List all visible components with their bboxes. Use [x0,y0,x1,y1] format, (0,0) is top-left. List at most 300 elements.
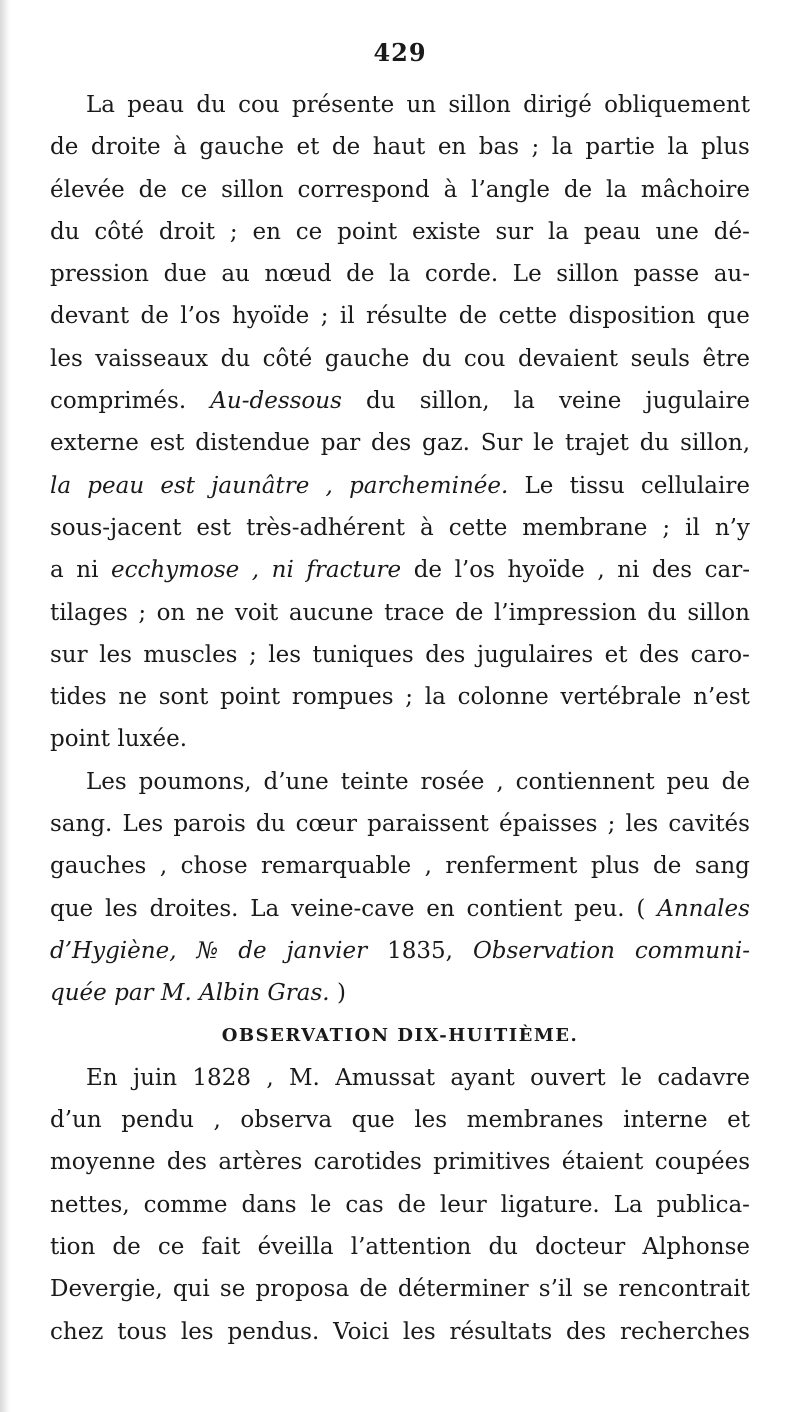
text-line [50,253,750,295]
text-line [50,1226,750,1268]
text-line [50,845,750,887]
word: communi- [634,937,750,964]
word: par [320,430,361,457]
word: docteur [535,1234,626,1261]
word: parcheminée. [349,472,509,499]
word: mâchoire [640,176,750,203]
word: , [159,853,168,880]
word: les [99,641,132,668]
word: épaisses [499,811,598,838]
page-edge-shadow [0,0,10,1412]
word: des [565,1318,607,1345]
word: de [458,303,488,330]
word: de [138,176,167,203]
word: trace [384,599,445,626]
word: la [513,388,535,415]
word: du [639,430,670,457]
word: ; [320,303,329,330]
word: pression [50,261,149,288]
word: paraissent [367,811,489,838]
word: de [346,261,375,288]
word: sillon, [680,430,750,457]
word: vertébrale [560,684,682,711]
word: , [325,472,333,499]
word: vaisseaux [95,345,209,372]
word: au- [713,261,750,288]
word: point [220,684,281,711]
word: est [196,514,232,541]
text-line [50,718,750,760]
word: , [496,768,504,795]
word: la [50,472,72,499]
word: , [213,1107,221,1134]
word: au [221,261,250,288]
text-line [50,422,750,464]
word: sous-jacent [50,514,182,541]
word: du [196,92,226,118]
word: les [625,811,659,838]
word: en [426,895,455,922]
word: membranes [466,1107,604,1134]
text-line [50,803,750,845]
word: chez [50,1318,104,1345]
text-line [50,1141,750,1183]
word: Les [86,768,127,795]
word: Le [512,261,542,288]
word: une [655,218,699,245]
word: tilages [50,599,128,626]
word: seuls [630,345,690,372]
word: janvier [286,937,368,964]
word: gauche [199,134,284,161]
word: point [50,726,110,753]
word: le [533,430,555,457]
word: la [547,218,570,245]
word: côté [262,345,313,372]
word: l’os [180,303,221,330]
body-text [50,84,750,1353]
text-line [50,634,750,676]
word: Les [122,811,164,838]
word: Voici [333,1318,390,1345]
word: membrane [522,514,648,541]
word: partie [585,134,656,161]
text-line [50,972,750,1014]
word: , [266,1064,274,1091]
word: tissu [569,472,625,499]
word: cavités [668,811,750,838]
word: remarquable [261,853,412,880]
word: veine [558,388,622,415]
word: à [173,134,187,161]
word: disposition [568,303,696,330]
word: aucune [288,599,374,626]
word: tous [117,1318,167,1345]
word: se [582,1276,609,1303]
word: côté [94,218,144,245]
word: comme [143,1191,228,1218]
word: caro- [690,641,750,668]
word: des [651,557,693,584]
word: être [702,345,750,372]
word: jaunâtre [211,472,310,499]
text-line [50,761,750,803]
word: de [112,1234,141,1261]
word: gauche [324,345,410,372]
word: de [359,1276,388,1303]
word: peau [583,218,641,245]
word: peau [127,92,185,118]
word: externe [50,430,139,457]
word: veine-cave [291,895,415,922]
word: de [397,1191,426,1218]
word: du [488,1234,518,1261]
word: existe [412,218,481,245]
word: comprimés. [50,388,187,415]
word: sillon [221,176,284,203]
word: proposa [255,1276,350,1303]
word: poumons, [138,768,252,795]
word: du [220,345,251,372]
word: artères [218,1149,303,1176]
word: les [414,1107,448,1134]
word: de [455,599,484,626]
word: d’un [50,1107,102,1134]
word: nettes, [50,1191,130,1218]
word: et [727,1107,750,1134]
word: de [331,134,361,161]
word: M. [160,980,192,1007]
word: que [351,1107,395,1134]
word: devant [50,303,130,330]
word: sur [50,641,88,668]
word: étaient [561,1149,644,1176]
word: les [180,1318,214,1345]
word: ; [138,599,147,626]
word: le [310,1191,332,1218]
word: dirigé [523,92,592,118]
word: les [104,895,138,922]
word: carotides [313,1149,422,1176]
word: cou [238,92,280,118]
word: les [268,641,302,668]
word: hyoïde [231,303,310,330]
word: tion [50,1234,96,1261]
word: on [156,599,186,626]
word: élevée [50,176,125,203]
word: des [166,1149,207,1176]
word: droit [158,218,216,245]
word: luxée. [117,726,188,753]
word: Observation [472,937,615,964]
word: de [50,134,79,161]
word: du [647,599,677,626]
word: Amussat [335,1064,435,1091]
word: gaz. [422,430,470,457]
word: plus [701,134,750,161]
word: ; [405,684,413,711]
word: n’est [693,684,750,711]
word: , [424,853,432,880]
word: peau [87,472,145,499]
word: Albin [199,980,261,1007]
word: il [685,514,700,541]
word: fracture [306,557,402,584]
word: peu. [574,895,625,922]
word: , [597,557,605,584]
word: La [613,1191,643,1218]
word: droites. [149,895,239,922]
word: est [149,430,185,457]
word: 1835, [387,937,453,964]
word: distendue [195,430,310,457]
word: leur [439,1191,487,1218]
word: trajet [564,430,629,457]
word: sillon [687,599,750,626]
word: de [653,853,682,880]
word: peu [666,768,710,795]
word: ; [662,514,671,541]
word: point [337,218,398,245]
word: du [255,811,286,838]
word: passe [633,261,700,288]
word: ; [531,134,540,161]
text-line [50,1184,750,1226]
word: pendus. [227,1318,320,1345]
word: moyenne [50,1149,156,1176]
word: est [160,472,196,499]
word: droite [90,134,161,161]
word: des [371,430,412,457]
word: corde. [424,261,499,288]
word: ni [271,557,294,584]
word: juin [132,1064,178,1091]
word: primitives [433,1149,551,1176]
word: cou [463,345,506,372]
word: nœud [264,261,332,288]
word: , [251,557,260,584]
word: et [604,641,628,668]
text-line [50,338,750,380]
word: rosée [420,768,485,795]
word: ce [157,1234,185,1261]
text-line [50,169,750,211]
word: correspond [297,176,430,203]
word: tuniques [312,641,414,668]
word: ni [617,557,640,584]
word: du [366,388,396,415]
word: de [238,937,267,964]
word: obliquement [604,92,750,118]
text-line [50,507,750,549]
word: dans [241,1191,297,1218]
word: contient [466,895,563,922]
word: jugulaires [476,641,594,668]
word: pendu [121,1107,194,1134]
text-line [50,592,750,634]
word: résulte [365,303,448,330]
word: résultats [449,1318,553,1345]
word: ne [195,599,225,626]
word: Devergie, [50,1276,163,1303]
word: en [437,134,467,161]
word: publica- [656,1191,750,1218]
word: s’il [538,1276,573,1303]
word: ; [248,641,257,668]
word: cœur [295,811,357,838]
word: ) [336,980,346,1007]
word: l’attention [350,1234,472,1261]
word: cadavre [657,1064,750,1091]
word: La [250,895,280,922]
word: la [424,684,446,711]
word: du [50,218,80,245]
word: hyoïde [507,557,585,584]
text-line [50,1099,750,1141]
text-line [50,930,750,972]
word: a [50,557,64,584]
word: le [621,1064,642,1091]
word: quée [50,980,107,1007]
word: En [86,1064,118,1091]
heading-text: OBSERVATION DIX-HUITIÈME. [221,1024,579,1046]
word: muscles [143,641,238,668]
word: devaient [517,345,619,372]
text-line [50,380,750,422]
word: ( [636,895,646,922]
word: par [114,980,154,1007]
word: l’angle [471,176,550,203]
word: bas [478,134,520,161]
word: les [50,345,83,372]
word: un [406,92,437,118]
word: que [706,303,750,330]
word: La [86,92,115,118]
word: cas [345,1191,384,1218]
word: éveilla [257,1234,334,1261]
word: déterminer [397,1276,529,1303]
word: jugulaire [645,388,750,415]
word: la [606,176,628,203]
word: ni [76,557,99,584]
word: de [140,303,169,330]
word: à [443,176,458,203]
word: renferment [445,853,578,880]
word: sillon, [419,388,490,415]
word: du [421,345,452,372]
word: très-adhérent [246,514,406,541]
word: recherches [619,1318,750,1345]
text-line [50,549,750,591]
word: l’impression [493,599,637,626]
word: il [339,303,355,330]
word: la [389,261,411,288]
word: colonne [457,684,549,711]
text-line [50,1268,750,1310]
word: ouvert [530,1064,606,1091]
word: l’os [454,557,495,584]
word: ligature. [500,1191,600,1218]
text-line [50,1311,750,1353]
word: sillon [448,92,511,118]
word: se [219,1276,246,1303]
word: due [163,261,207,288]
word: dé- [713,218,750,245]
text-line [50,211,750,253]
word: Au-dessous [210,388,342,415]
word: les [402,1318,436,1345]
word: voit [234,599,279,626]
word: à [420,514,434,541]
word: cette [498,303,558,330]
text-line [50,888,750,930]
word: cellulaire [640,472,750,499]
word: teinte [340,768,409,795]
word: des [639,641,680,668]
word: observa [240,1107,333,1134]
text-line [50,1057,750,1099]
word: ; [607,811,616,838]
word: rencontrait [618,1276,750,1303]
word: ; [229,218,238,245]
text-line [50,465,750,507]
text-line [50,676,750,718]
word: de [721,768,750,795]
word: sang. [50,811,113,838]
word: tides [50,684,107,711]
word: de [413,557,443,584]
word: car- [704,557,750,584]
word: M. [288,1064,320,1091]
word: qui [172,1276,210,1303]
word: chose [180,853,248,880]
word: coupées [654,1149,750,1176]
word: en [252,218,281,245]
word: fait [201,1234,241,1261]
word: ce [295,218,323,245]
word: et [296,134,320,161]
word: Le [524,472,554,499]
word: haut [372,134,426,161]
word: sang [694,853,750,880]
word: parois [173,811,246,838]
word: d’Hygiène, [50,937,177,964]
word: № [196,937,219,964]
word: rompues [291,684,394,711]
word: Alphonse [642,1234,750,1261]
word: la [667,134,689,161]
word: cette [448,514,508,541]
word: que [50,895,94,922]
word: ayant [450,1064,515,1091]
section-heading [50,1015,750,1057]
text-line [50,84,750,126]
word: ne [118,684,147,711]
page-number: 429 [373,38,427,67]
word: des [425,641,466,668]
word: n’y [714,514,750,541]
word: ecchymose [110,557,240,584]
word: 1828 [192,1064,251,1091]
word: plus [590,853,640,880]
word: Sur [480,430,523,457]
word: contiennent [515,768,655,795]
word: interne [623,1107,708,1134]
text-line [50,126,750,168]
word: Annales [657,895,750,922]
word: gauches [50,853,147,880]
word: sillon [556,261,619,288]
